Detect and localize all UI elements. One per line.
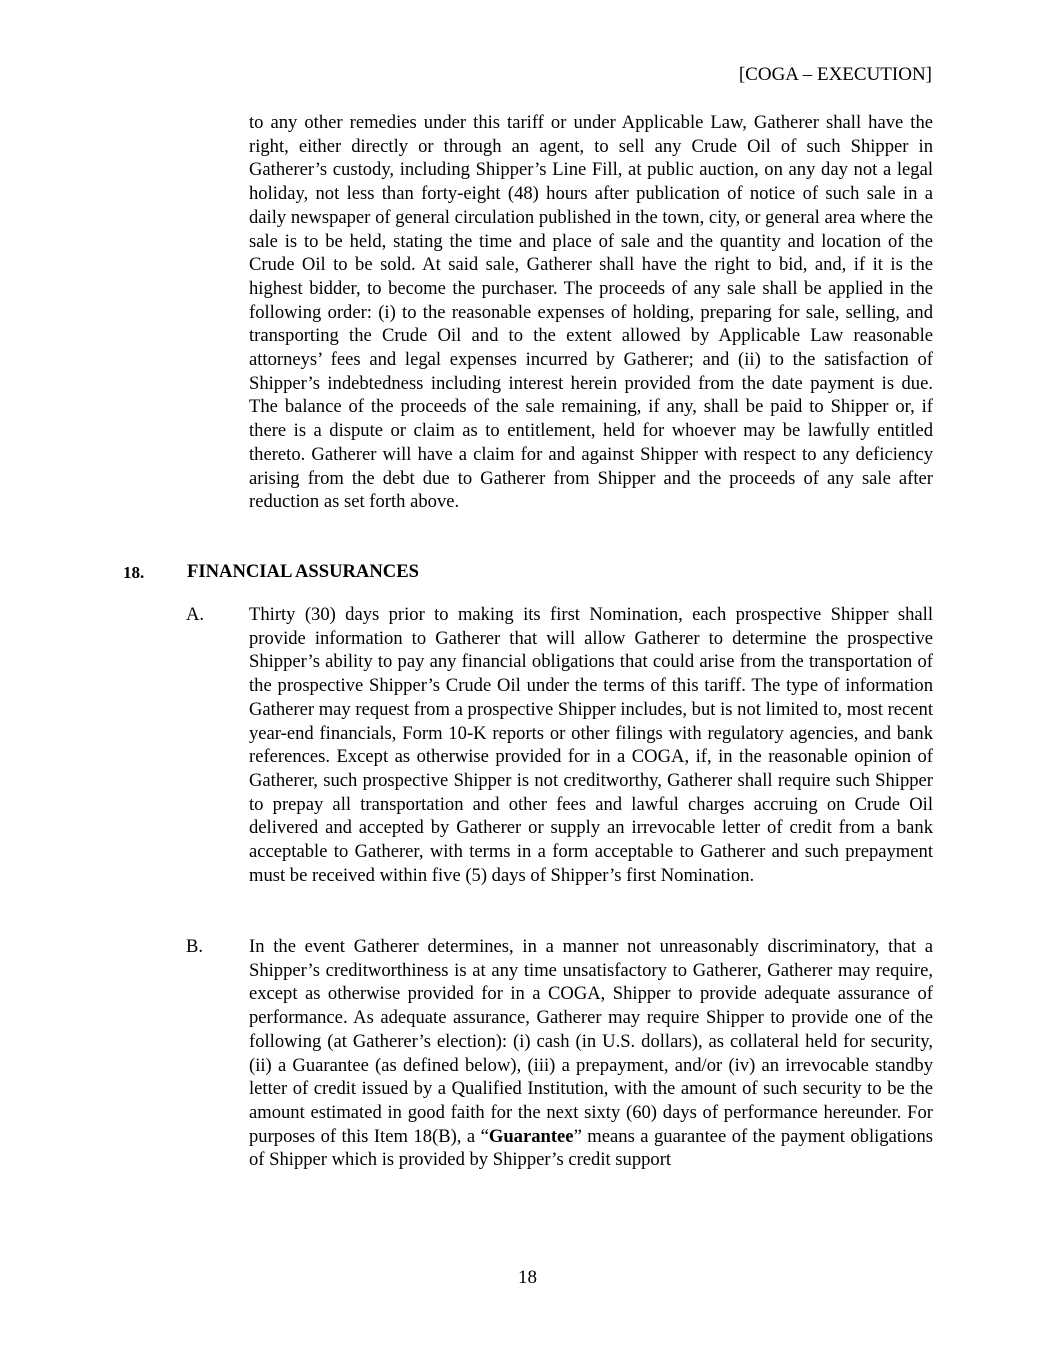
defined-term-guarantee: Guarantee [488, 1125, 574, 1147]
item-b-label: B. [186, 936, 204, 957]
item-a-paragraph: Thirty (30) days prior to making its first Nomination, each prospective Shipper shall provide information to Gatherer that will allow Gatherer to determine the prospective Shipper’s ability to pay any financial obligations that could arise from the transportation of the prospective Shipper’s Crude Oil under the terms of this tariff. The type of information Gatherer may request from a prospective Shipper includes, but is not limited to, most recent year-end financials, Form 10-K reports or other filings with regulatory agencies, and bank references. Except as otherwise provided for in a COGA, if, in the reasonable opinion of Gatherer, such prospective Shipper is not creditworthy, Gatherer shall require such Shipper to prepay all transportation and other fees and lawful charges accruing on Crude Oil delivered and accepted by Gatherer or supply an irrevocable letter of credit from a bank acceptable to Gatherer, with terms in a form acceptable to Gatherer and such prepayment must be received within five (5) days of Shipper’s first Nomination. [249, 604, 933, 886]
continuation-paragraph: to any other remedies under this tariff or under Applicable Law, Gatherer shall have the right, either directly or through an agent, to sell any Crude Oil of such Shipper in Gatherer’s custody, including Shipper’s Line Fill, at public auction, on any day not a legal holiday, not less than forty-eight (48) hours after publication of notice of such sale in a daily newspaper of general circulation published in the town, city, or general area where the sale is to be held, stating the time and place of sale and the quantity and location of the Crude Oil to be sold. At said sale, Gatherer shall have the right to bid, and, if it is the highest bidder, to become the purchaser. The proceeds of any sale shall be applied in the following order: (i) to the reasonable expenses of holding, preparing for sale, selling, and transporting the Crude Oil and to the extent allowed by Applicable Law reasonable attorneys’ fees and legal expenses incurred by Gatherer; and (ii) to the satisfaction of Shipper’s indebtedness including interest herein provided from the date payment is due. The balance of the proceeds of the sale remaining, if any, shall be paid to Shipper or, if there is a dispute or claim as to entitlement, held for whoever may be lawfully entitled thereto. Gatherer will have a claim for and against Shipper with respect to any deficiency arising from the debt due to Gatherer from Shipper and the proceeds of any sale after reduction as set forth above. [249, 112, 933, 513]
page-number: 18 [518, 1267, 537, 1288]
section-number: 18. [123, 563, 145, 582]
section-title: FINANCIAL ASSURANCES [187, 561, 419, 582]
item-b-paragraph [249, 935, 933, 1172]
item-b-text-before: In the event Gatherer determines, in a manner not unreasonably discriminatory, that a Shipper’s creditworthiness is at any time unsatisfactory to Gatherer, Gatherer may require, except as otherwise provided for in a COGA, Shipper to provide adequate assurance of performance. As adequate assurance, Gatherer may require Shipper to provide one of the following (at Gatherer’s election): (i) cash (in U.S. dollars), as collateral held for security, (ii) a Guarantee (as defined below), (iii) a prepayment, and/or (iv) an irrevocable standby letter of credit issued by a Qualified Institution, with the amount of such security to be the amount estimated in good faith for the next sixty (60) days of performance hereunder. For purposes of this Item 18(B), a “ [249, 936, 933, 1147]
document-header-label: [COGA – EXECUTION] [738, 64, 932, 85]
item-b-text-after: ” means a guarantee of the payment obligations of Shipper which is provided by Shipper’s credit support [249, 1125, 933, 1171]
item-a-label: A. [186, 604, 205, 625]
